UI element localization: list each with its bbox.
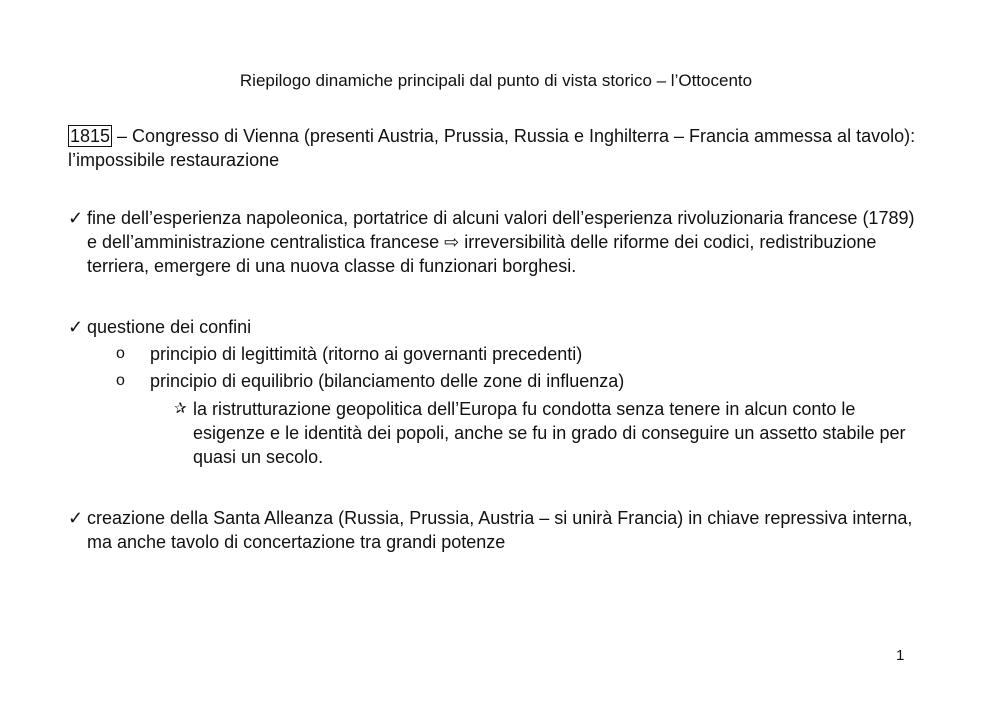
- bullet-text: questione dei confini: [87, 317, 252, 337]
- page-title: Riepilogo dinamiche principali dal punto di vista storico – l’Ottocento: [239, 71, 753, 90]
- sub-item-text: principio di legittimità (ritorno ai governanti precedenti): [150, 344, 583, 364]
- bullet-text: [87, 206, 917, 278]
- intro-paragraph: [68, 124, 918, 172]
- check-icon: ✓: [68, 508, 84, 528]
- circle-bullet-icon: o: [116, 345, 125, 362]
- page-number: 1: [896, 647, 905, 664]
- check-icon: ✓: [68, 208, 84, 228]
- intro-text: – Congresso di Vienna (presenti Austria, Prussia, Russia e Inghilterra – Francia ammessa al tavolo): l’impossibile restaurazione: [68, 126, 916, 170]
- sub-item-text: principio di equilibrio (bilanciamento delle zone di influenza): [150, 371, 625, 391]
- bullet-text-part: fine dell’esperienza napoleonica, portatrice di alcuni valori dell’esperienza rivoluzionaria francese (1789) e dell’amministrazione centralistica francese: [87, 208, 915, 252]
- arrow-right-icon: ⇨: [444, 232, 460, 252]
- check-icon: ✓: [68, 317, 84, 337]
- star-item-text: la ristrutturazione geopolitica dell’Europa fu condotta senza tenere in alcun conto le esigenze e le identità dei popoli, anche se fu in grado di conseguire un assetto stabile per quasi un secolo.: [193, 399, 906, 467]
- star-icon: ✰: [174, 400, 187, 417]
- bullet-text-part: irreversibilità delle riforme dei codici, redistribuzione terriera, emergere di una nuova classe di funzionari borghesi.: [87, 232, 877, 276]
- bullet-text: creazione della Santa Alleanza (Russia, Prussia, Austria – si unirà Francia) in chiave repressiva interna, ma anche tavolo di concertazione tra grandi potenze: [87, 508, 913, 552]
- year-box: 1815: [70, 126, 111, 146]
- circle-bullet-icon: o: [116, 372, 125, 389]
